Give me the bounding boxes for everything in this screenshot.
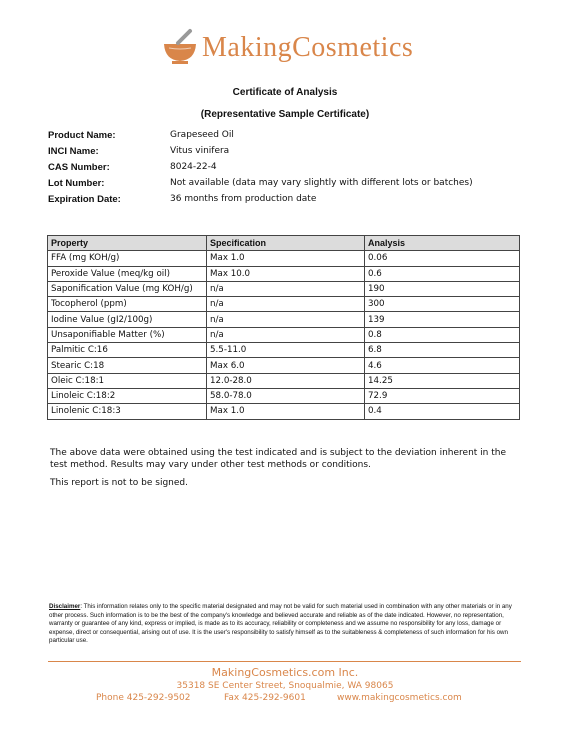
analysis-cell: 0.6 <box>365 266 520 281</box>
field-value: 8024-22-4 <box>170 162 217 172</box>
property-cell: Linolenic C:18:3 <box>48 404 207 419</box>
field-label: Product Name: <box>48 129 116 141</box>
analysis-cell: 139 <box>365 312 520 327</box>
mortar-pestle-icon <box>160 28 200 68</box>
property-cell: Palmitic C:16 <box>48 343 207 358</box>
property-cell: FFA (mg KOH/g) <box>48 251 207 266</box>
property-cell: Iodine Value (gI2/100g) <box>48 312 207 327</box>
field-cas-number <box>48 159 473 175</box>
property-cell: Linoleic C:18:2 <box>48 388 207 403</box>
specification-cell: Max 10.0 <box>207 266 365 281</box>
analysis-cell: 0.4 <box>365 404 520 419</box>
specification-cell: Max 1.0 <box>207 251 365 266</box>
specification-cell: n/a <box>207 327 365 342</box>
document-subtitle: (Representative Sample Certificate) <box>200 109 370 120</box>
field-label: Lot Number: <box>48 177 105 189</box>
footer-website[interactable]: www.makingcosmetics.com <box>337 693 462 703</box>
property-cell: Oleic C:18:1 <box>48 373 207 388</box>
logo-wordmark: MakingCosmetics <box>202 32 414 63</box>
analysis-cell: 4.6 <box>365 358 520 373</box>
field-value: Vitus vinifera <box>170 146 230 156</box>
property-cell: Stearic C:18 <box>48 358 207 373</box>
table-row <box>48 251 520 266</box>
test-method-note: The above data were obtained using the test indicated and is subject to the deviation inherent in the test method. Results may vary under other test methods or conditions. <box>50 448 506 470</box>
property-cell: Unsaponifiable Matter (%) <box>48 327 207 342</box>
analysis-cell: 6.8 <box>365 343 520 358</box>
company-logo <box>160 26 413 70</box>
field-label: CAS Number: <box>48 161 110 173</box>
table-row <box>48 266 520 281</box>
column-header: Property <box>48 236 207 251</box>
table-row <box>48 312 520 327</box>
table-row <box>48 343 520 358</box>
analysis-cell: 72.9 <box>365 388 520 403</box>
table-row <box>48 281 520 296</box>
column-header: Specification <box>207 236 365 251</box>
specification-cell: Max 1.0 <box>207 404 365 419</box>
specification-cell: 58.0-78.0 <box>207 388 365 403</box>
analysis-cell: 14.25 <box>365 373 520 388</box>
table-row <box>48 297 520 312</box>
field-expiration-date <box>48 191 473 207</box>
document-title: Certificate of Analysis <box>232 87 338 98</box>
table-header-row <box>48 236 520 251</box>
specification-cell: n/a <box>207 297 365 312</box>
footer-divider <box>48 661 521 662</box>
specification-cell: 5.5-11.0 <box>207 343 365 358</box>
footer-phone: Phone 425-292-9502 <box>96 693 191 703</box>
disclaimer-label: Disclaimer <box>49 603 81 610</box>
specification-cell: n/a <box>207 281 365 296</box>
field-value: 36 months from production date <box>170 194 317 204</box>
specification-cell: 12.0-28.0 <box>207 373 365 388</box>
signature-note: This report is not to be signed. <box>50 478 188 488</box>
field-value: Grapeseed Oil <box>170 130 234 140</box>
analysis-cell: 0.06 <box>365 251 520 266</box>
field-value: Not available (data may vary slightly with different lots or batches) <box>170 178 473 188</box>
field-inci-name <box>48 143 473 159</box>
property-cell: Peroxide Value (meq/kg oil) <box>48 266 207 281</box>
table-row <box>48 358 520 373</box>
analysis-cell: 0.8 <box>365 327 520 342</box>
table-row <box>48 373 520 388</box>
disclaimer-text: : This information relates only to the specific material designated and may not be valid for such material used in combination with any other materials or in any other process. Such information is to be the best of the company's knowledge and believed accurate and reliable as of the date indicated. However, no representation, warranty or guarantee of any kind, express or implied, is made as to its accuracy, reliability or completeness and we assume no responsibility for any loss, damage or expense, direct or consequential, arising out of use. It is the user's responsibility to satisfy himself as to the suitableness & completeness of such information for his own particular use. <box>49 603 512 645</box>
property-cell: Tocopherol (ppm) <box>48 297 207 312</box>
column-header: Analysis <box>365 236 520 251</box>
specification-cell: n/a <box>207 312 365 327</box>
footer-company: MakingCosmetics.com Inc. <box>211 666 359 679</box>
analysis-cell: 300 <box>365 297 520 312</box>
analysis-cell: 190 <box>365 281 520 296</box>
field-lot-number <box>48 175 473 191</box>
footer-fax: Fax 425-292-9601 <box>224 693 306 703</box>
table-row <box>48 327 520 342</box>
table-row <box>48 388 520 403</box>
table-row <box>48 404 520 419</box>
product-fields <box>48 127 473 207</box>
field-label: INCI Name: <box>48 145 99 157</box>
field-label: Expiration Date: <box>48 193 121 205</box>
footer-address: 35318 SE Center Street, Snoqualmie, WA 98065 <box>176 681 394 691</box>
disclaimer <box>49 603 524 646</box>
analysis-table <box>47 235 520 420</box>
property-cell: Saponification Value (mg KOH/g) <box>48 281 207 296</box>
field-product-name <box>48 127 473 143</box>
specification-cell: Max 6.0 <box>207 358 365 373</box>
